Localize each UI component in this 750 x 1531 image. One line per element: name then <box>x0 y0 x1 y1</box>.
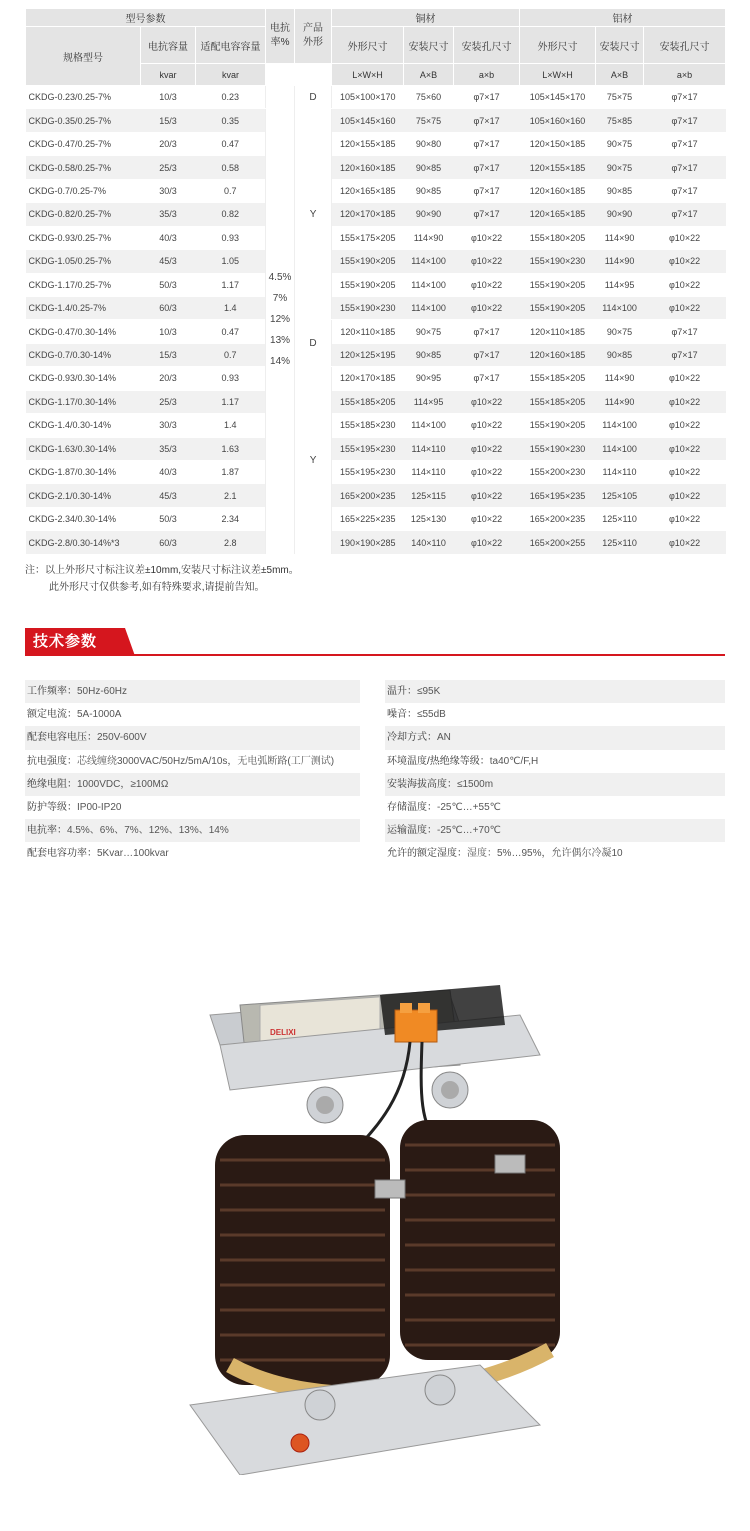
table-cell: CKDG-1.87/0.30-14% <box>26 461 141 484</box>
table-cell: 125×130 <box>404 507 454 530</box>
table-row <box>26 296 726 319</box>
table-cell: 105×160×160 <box>520 109 596 132</box>
table-cell: 90×75 <box>596 132 644 155</box>
table-cell: 75×75 <box>596 86 644 109</box>
table-cell: 105×145×170 <box>520 86 596 109</box>
table-cell: CKDG-2.8/0.30-14%*3 <box>26 531 141 554</box>
table-cell: φ7×17 <box>454 86 520 109</box>
param-value: ≤1500m <box>457 778 494 790</box>
param-row <box>25 842 360 865</box>
param-value: 4.5%、6%、7%、12%、13%、14% <box>67 825 229 837</box>
table-cell: φ10×22 <box>644 296 726 319</box>
table-cell: 1.4 <box>196 414 266 437</box>
table-cell: 90×90 <box>404 203 454 226</box>
param-row <box>385 773 725 796</box>
table-cell: 155×190×230 <box>520 437 596 460</box>
table-cell: φ7×17 <box>644 343 726 366</box>
table-cell: CKDG-1.17/0.25-7% <box>26 273 141 296</box>
table-cell: 90×80 <box>404 132 454 155</box>
param-key: 配套电容功率： <box>27 848 97 860</box>
product-shape-cell: D <box>295 320 332 367</box>
unit-al-mount: A×B <box>596 64 644 86</box>
table-cell: 120×110×185 <box>520 320 596 343</box>
table-cell: CKDG-0.58/0.25-7% <box>26 156 141 179</box>
table-cell: 90×85 <box>404 156 454 179</box>
table-cell: 75×75 <box>404 109 454 132</box>
table-cell: 90×85 <box>404 343 454 366</box>
param-value: ≤55dB <box>417 709 446 721</box>
unit-blank <box>266 64 295 86</box>
table-cell: 114×110 <box>404 461 454 484</box>
table-cell: 25/3 <box>141 156 196 179</box>
table-cell: 120×160×185 <box>332 156 404 179</box>
table-cell: φ10×22 <box>454 390 520 413</box>
table-cell: 0.47 <box>196 132 266 155</box>
param-row <box>385 703 725 726</box>
table-cell: 114×100 <box>596 414 644 437</box>
param-key: 电抗率： <box>27 825 67 837</box>
table-cell: 20/3 <box>141 132 196 155</box>
table-cell: 120×125×195 <box>332 343 404 366</box>
table-cell: 10/3 <box>141 320 196 343</box>
table-cell: 0.47 <box>196 320 266 343</box>
table-cell: 45/3 <box>141 250 196 273</box>
table-cell: 90×90 <box>596 203 644 226</box>
unit-kvar: kvar <box>196 64 266 86</box>
table-row <box>26 531 726 554</box>
param-row <box>25 819 360 842</box>
param-key: 环境温度/热绝缘等级： <box>387 755 490 767</box>
table-cell: CKDG-1.63/0.30-14% <box>26 437 141 460</box>
unit-cu-hole: a×b <box>454 64 520 86</box>
table-cell: 25/3 <box>141 390 196 413</box>
param-row <box>25 703 360 726</box>
table-row <box>26 132 726 155</box>
section-header <box>25 628 725 656</box>
table-cell: 1.05 <box>196 250 266 273</box>
table-cell: 90×85 <box>596 179 644 202</box>
table-cell: 114×90 <box>596 367 644 390</box>
header-cu-mount-size: 安装尺寸 <box>404 27 454 64</box>
table-cell: 120×170×185 <box>332 367 404 390</box>
table-notes <box>25 562 299 596</box>
table-cell: 15/3 <box>141 343 196 366</box>
table-cell: 114×100 <box>404 250 454 273</box>
table-cell: CKDG-0.7/0.30-14% <box>26 343 141 366</box>
table-cell: 114×110 <box>404 437 454 460</box>
param-row <box>385 819 725 842</box>
param-row <box>385 680 725 703</box>
table-row <box>26 320 726 343</box>
table-cell: 1.17 <box>196 273 266 296</box>
header-al-dimensions: 外形尺寸 <box>520 27 596 64</box>
table-cell: 155×195×230 <box>332 461 404 484</box>
table-cell: 114×90 <box>596 250 644 273</box>
table-cell: 50/3 <box>141 507 196 530</box>
table-cell: 155×195×230 <box>332 437 404 460</box>
param-value: 250V-600V <box>97 732 147 744</box>
param-row <box>385 842 725 865</box>
table-cell: 90×75 <box>596 156 644 179</box>
table-row <box>26 461 726 484</box>
table-cell: CKDG-1.17/0.30-14% <box>26 390 141 413</box>
table-cell: φ10×22 <box>644 367 726 390</box>
table-cell: CKDG-0.93/0.25-7% <box>26 226 141 249</box>
param-row <box>25 773 360 796</box>
table-cell: 30/3 <box>141 179 196 202</box>
table-cell: 155×190×205 <box>520 273 596 296</box>
param-value: 5Kvar…100kvar <box>97 848 169 860</box>
params-right-column <box>385 680 725 866</box>
table-cell: CKDG-1.4/0.30-14% <box>26 414 141 437</box>
table-row <box>26 507 726 530</box>
table-cell: 120×155×185 <box>520 156 596 179</box>
table-cell: 40/3 <box>141 461 196 484</box>
table-cell: 15/3 <box>141 109 196 132</box>
table-cell: 155×190×230 <box>520 250 596 273</box>
table-cell: 155×175×205 <box>332 226 404 249</box>
param-key: 允许的额定湿度： <box>387 848 467 860</box>
table-cell: 155×190×205 <box>332 250 404 273</box>
table-cell: 35/3 <box>141 437 196 460</box>
param-key: 绝缘电阻： <box>27 778 77 790</box>
table-row <box>26 250 726 273</box>
table-cell: φ7×17 <box>644 320 726 343</box>
table-cell: 60/3 <box>141 531 196 554</box>
table-cell: 90×95 <box>404 367 454 390</box>
table-cell: φ7×17 <box>644 203 726 226</box>
table-cell: 165×200×235 <box>520 507 596 530</box>
params-left-column <box>25 680 360 866</box>
table-cell: φ10×22 <box>454 484 520 507</box>
header-reactor-capacity: 电抗容量 <box>141 27 196 64</box>
param-key: 额定电流： <box>27 709 77 721</box>
table-cell: 20/3 <box>141 367 196 390</box>
table-cell: 2.8 <box>196 531 266 554</box>
table-cell: 105×145×160 <box>332 109 404 132</box>
param-row <box>385 796 725 819</box>
table-cell: 114×90 <box>596 390 644 413</box>
table-row <box>26 179 726 202</box>
reactance-rate-values: 4.5% 7% 12% 13% 14% <box>266 86 295 555</box>
header-copper: 铜材 <box>332 9 520 27</box>
param-value: 1000VDC，≥100MΩ <box>77 778 169 790</box>
param-key: 存储温度： <box>387 801 437 813</box>
header-model: 规格型号 <box>26 27 141 86</box>
table-cell: φ10×22 <box>454 250 520 273</box>
param-key: 噪音： <box>387 709 417 721</box>
header-cu-mount-hole: 安装孔尺寸 <box>454 27 520 64</box>
table-cell: 190×190×285 <box>332 531 404 554</box>
table-cell: φ7×17 <box>454 343 520 366</box>
table-cell: φ10×22 <box>644 250 726 273</box>
table-cell: φ7×17 <box>454 203 520 226</box>
param-key: 温升： <box>387 686 417 697</box>
table-cell: φ10×22 <box>454 461 520 484</box>
table-cell: 75×85 <box>596 109 644 132</box>
table-cell: φ10×22 <box>644 437 726 460</box>
param-key: 运输温度： <box>387 825 437 837</box>
unit-blank <box>295 64 332 86</box>
table-cell: 0.58 <box>196 156 266 179</box>
table-cell: 10/3 <box>141 86 196 109</box>
table-cell: 1.63 <box>196 437 266 460</box>
table-row <box>26 343 726 366</box>
table-row <box>26 226 726 249</box>
table-row <box>26 484 726 507</box>
table-cell: φ7×17 <box>644 86 726 109</box>
table-cell: 1.17 <box>196 390 266 413</box>
table-row <box>26 109 726 132</box>
param-value: 湿度：5%…95%，允许偶尔冷凝10 <box>467 848 623 860</box>
param-key: 抗电强度： <box>27 755 77 767</box>
table-cell: φ10×22 <box>644 484 726 507</box>
table-cell: 50/3 <box>141 273 196 296</box>
table-cell: φ10×22 <box>644 531 726 554</box>
table-cell: φ10×22 <box>454 273 520 296</box>
product-shape-cell: Y <box>295 367 332 555</box>
param-value: -25℃…+70℃ <box>437 825 501 837</box>
table-cell: 114×95 <box>404 390 454 413</box>
table-cell: 114×90 <box>404 226 454 249</box>
table-cell: φ7×17 <box>454 367 520 390</box>
param-row <box>385 726 725 749</box>
unit-cu-dim: L×W×H <box>332 64 404 86</box>
table-cell: 120×110×185 <box>332 320 404 343</box>
table-cell: 155×190×205 <box>332 273 404 296</box>
coil-right <box>400 1120 560 1360</box>
table-cell: 90×85 <box>596 343 644 366</box>
table-cell: 0.7 <box>196 179 266 202</box>
unit-al-hole: a×b <box>644 64 726 86</box>
table-row <box>26 156 726 179</box>
table-cell: CKDG-0.23/0.25-7% <box>26 86 141 109</box>
table-cell: φ10×22 <box>644 226 726 249</box>
table-cell: 120×150×185 <box>520 132 596 155</box>
table-cell: CKDG-0.7/0.25-7% <box>26 179 141 202</box>
note-line: 此外形尺寸仅供参考,如有特殊要求,请提前告知。 <box>49 582 265 593</box>
header-aluminum: 铝材 <box>520 9 726 27</box>
table-cell: 2.1 <box>196 484 266 507</box>
table-cell: 165×225×235 <box>332 507 404 530</box>
table-cell: φ7×17 <box>644 132 726 155</box>
table-cell: 114×90 <box>596 226 644 249</box>
table-cell: 120×165×185 <box>520 203 596 226</box>
table-cell: 105×100×170 <box>332 86 404 109</box>
table-cell: 155×185×205 <box>520 390 596 413</box>
table-cell: CKDG-0.47/0.30-14% <box>26 320 141 343</box>
param-key: 冷却方式： <box>387 732 437 744</box>
table-cell: CKDG-0.93/0.30-14% <box>26 367 141 390</box>
table-cell: φ10×22 <box>644 390 726 413</box>
header-al-mount-size: 安装尺寸 <box>596 27 644 64</box>
product-shape-cell: Y <box>295 109 332 320</box>
table-row <box>26 86 726 109</box>
table-cell: CKDG-0.47/0.25-7% <box>26 132 141 155</box>
table-cell: 90×85 <box>404 179 454 202</box>
header-cu-dimensions: 外形尺寸 <box>332 27 404 64</box>
table-cell: 120×155×185 <box>332 132 404 155</box>
ground-icon <box>291 1434 309 1452</box>
table-cell: 165×200×235 <box>332 484 404 507</box>
unit-al-dim: L×W×H <box>520 64 596 86</box>
table-cell: 114×100 <box>596 437 644 460</box>
param-row <box>25 796 360 819</box>
table-cell: φ7×17 <box>454 132 520 155</box>
table-cell: 114×100 <box>596 296 644 319</box>
table-row <box>26 367 726 390</box>
table-cell: 0.7 <box>196 343 266 366</box>
param-key: 防护等级： <box>27 801 77 813</box>
table-cell: CKDG-1.05/0.25-7% <box>26 250 141 273</box>
table-cell: φ10×22 <box>644 507 726 530</box>
table-cell: 0.93 <box>196 226 266 249</box>
table-cell: 155×200×230 <box>520 461 596 484</box>
table-cell: 155×185×205 <box>520 367 596 390</box>
table-cell: φ10×22 <box>454 414 520 437</box>
table-cell: 165×200×255 <box>520 531 596 554</box>
param-value: 芯线缠绕3000VAC/50Hz/5mA/10s，无电弧断路(工厂测试) <box>77 755 335 767</box>
table-row <box>26 203 726 226</box>
table-cell: 35/3 <box>141 203 196 226</box>
header-product-shape: 产品外形 <box>295 9 332 64</box>
table-cell: 140×110 <box>404 531 454 554</box>
spec-table-body <box>26 86 726 555</box>
table-cell: 114×95 <box>596 273 644 296</box>
table-cell: CKDG-0.35/0.25-7% <box>26 109 141 132</box>
header-al-mount-hole: 安装孔尺寸 <box>644 27 726 64</box>
param-row <box>385 750 725 773</box>
table-cell: CKDG-2.1/0.30-14% <box>26 484 141 507</box>
table-cell: φ7×17 <box>454 179 520 202</box>
unit-kvar: kvar <box>141 64 196 86</box>
table-cell: 0.93 <box>196 367 266 390</box>
param-row <box>25 680 360 703</box>
table-cell: 114×100 <box>404 273 454 296</box>
param-value: AN <box>437 732 451 744</box>
param-value: ≤95K <box>417 686 441 697</box>
table-cell: 165×195×235 <box>520 484 596 507</box>
table-cell: 60/3 <box>141 296 196 319</box>
spec-table <box>25 8 726 555</box>
table-cell: φ7×17 <box>454 109 520 132</box>
table-cell: 155×185×230 <box>332 414 404 437</box>
table-cell: 120×160×185 <box>520 179 596 202</box>
table-cell: φ10×22 <box>454 226 520 249</box>
table-cell: 114×100 <box>404 296 454 319</box>
table-cell: 45/3 <box>141 484 196 507</box>
param-value: 50Hz-60Hz <box>77 686 128 697</box>
table-cell: 0.23 <box>196 86 266 109</box>
table-cell: 155×190×230 <box>332 296 404 319</box>
header-reactance-rate: 电抗率% <box>266 9 295 64</box>
table-cell: φ10×22 <box>454 296 520 319</box>
table-cell: 120×160×185 <box>520 343 596 366</box>
table-cell: φ10×22 <box>644 414 726 437</box>
coil-left <box>215 1135 390 1385</box>
table-cell: 75×60 <box>404 86 454 109</box>
param-value: 5A-1000A <box>77 709 122 721</box>
table-cell: φ7×17 <box>454 156 520 179</box>
table-cell: 125×110 <box>596 531 644 554</box>
param-value: IP00-IP20 <box>77 801 122 813</box>
unit-cu-mount: A×B <box>404 64 454 86</box>
table-cell: φ10×22 <box>454 507 520 530</box>
param-key: 配套电容电压： <box>27 732 97 744</box>
table-cell: 120×170×185 <box>332 203 404 226</box>
table-cell: 90×75 <box>404 320 454 343</box>
param-key: 工作频率： <box>27 686 77 697</box>
table-cell: 125×110 <box>596 507 644 530</box>
product-photo <box>120 895 630 1475</box>
table-cell: CKDG-0.82/0.25-7% <box>26 203 141 226</box>
table-cell: φ10×22 <box>454 437 520 460</box>
header-capacitor-capacity: 适配电容容量 <box>196 27 266 64</box>
table-cell: 125×115 <box>404 484 454 507</box>
note-line: 注：以上外形尺寸标注议差±10mm,安装尺寸标注议差±5mm。 <box>25 565 299 576</box>
table-cell: 155×190×205 <box>520 296 596 319</box>
table-cell: 155×185×205 <box>332 390 404 413</box>
table-cell: φ10×22 <box>644 461 726 484</box>
param-value: -25℃…+55℃ <box>437 801 501 813</box>
table-cell: 155×190×205 <box>520 414 596 437</box>
table-cell: φ7×17 <box>454 320 520 343</box>
table-cell: φ7×17 <box>644 156 726 179</box>
header-model-params: 型号参数 <box>26 9 266 27</box>
table-cell: 125×105 <box>596 484 644 507</box>
table-cell: 1.4 <box>196 296 266 319</box>
table-cell: 2.34 <box>196 507 266 530</box>
param-value: ta40℃/F,H <box>489 755 539 767</box>
table-cell: φ7×17 <box>644 109 726 132</box>
product-shape-cell: D <box>295 86 332 109</box>
table-cell: φ7×17 <box>644 179 726 202</box>
table-cell: 30/3 <box>141 414 196 437</box>
table-cell: CKDG-2.34/0.30-14% <box>26 507 141 530</box>
param-row <box>25 750 360 773</box>
table-cell: 155×180×205 <box>520 226 596 249</box>
table-row <box>26 414 726 437</box>
table-cell: 120×165×185 <box>332 179 404 202</box>
table-cell: φ10×22 <box>644 273 726 296</box>
table-cell: 114×100 <box>404 414 454 437</box>
table-cell: 114×110 <box>596 461 644 484</box>
brand-label: DELIXI <box>270 1028 296 1037</box>
table-cell: 40/3 <box>141 226 196 249</box>
table-cell: CKDG-1.4/0.25-7% <box>26 296 141 319</box>
table-cell: 0.82 <box>196 203 266 226</box>
reactor-illustration <box>120 895 630 1475</box>
table-cell: 90×75 <box>596 320 644 343</box>
table-row <box>26 390 726 413</box>
param-row <box>25 726 360 749</box>
section-title: 技术参数 <box>25 628 125 656</box>
table-cell: 1.87 <box>196 461 266 484</box>
table-row <box>26 273 726 296</box>
param-key: 安装海拔高度： <box>387 778 457 790</box>
table-cell: 0.35 <box>196 109 266 132</box>
table-row <box>26 437 726 460</box>
table-cell: φ10×22 <box>454 531 520 554</box>
